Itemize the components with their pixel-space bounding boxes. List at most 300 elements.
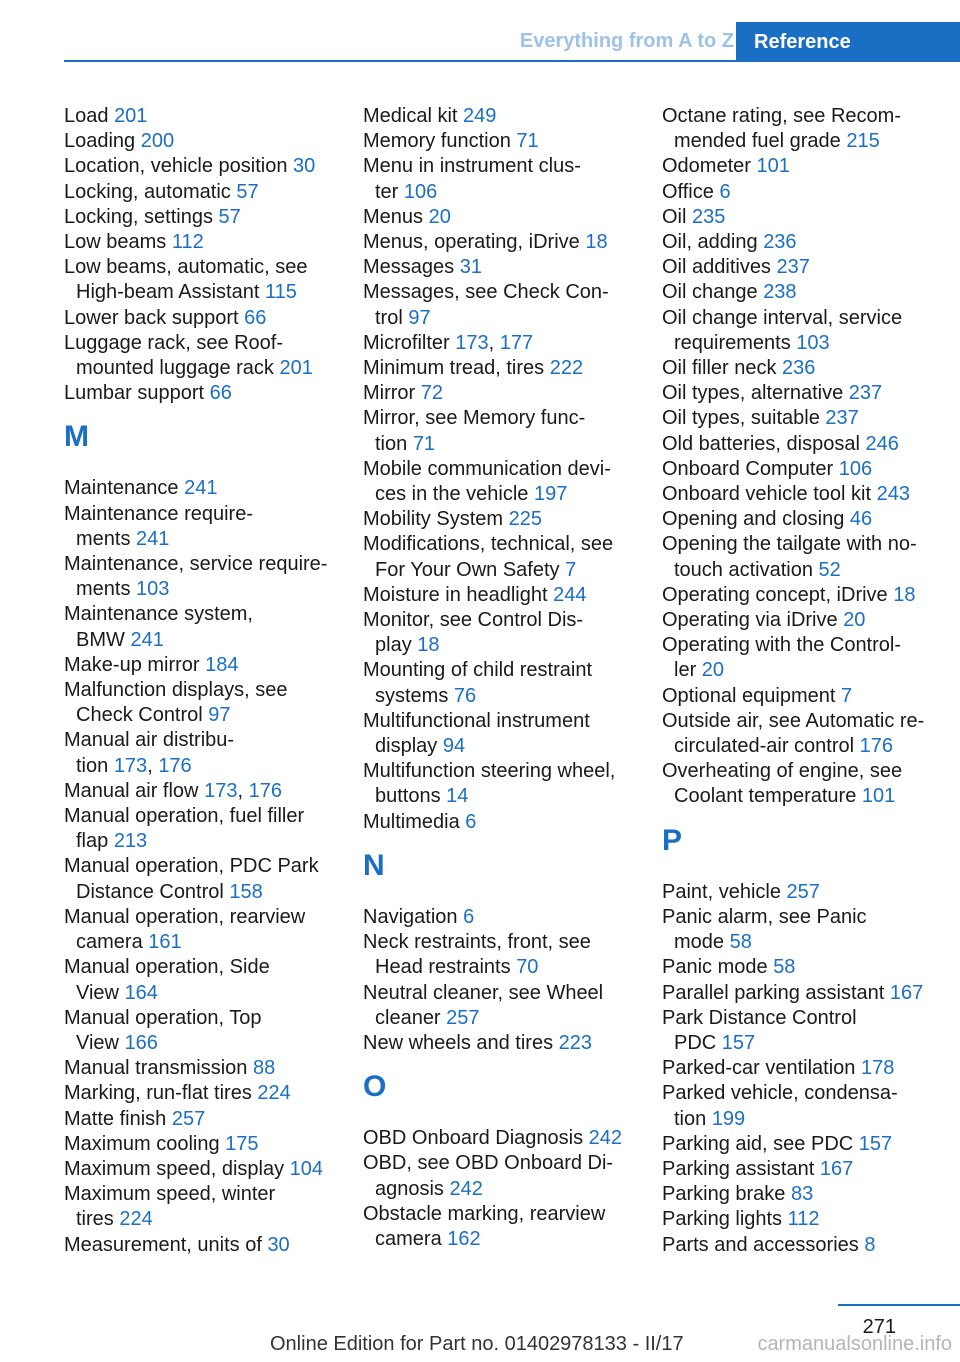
index-entry [64,476,354,501]
index-entry [64,381,354,406]
index-entry [64,1056,354,1081]
index-entry-text: Onboard Computer [662,457,834,480]
index-entry-text: ments [76,527,131,550]
page-reference-link[interactable]: 30 [267,1233,290,1256]
page-reference-link[interactable]: 83 [790,1183,814,1206]
page-reference-link[interactable]: 157 [858,1132,893,1155]
index-entry [662,981,952,1006]
index-entry [662,432,952,457]
index-entry [662,759,952,809]
index-entry [64,804,354,854]
page-reference-link[interactable]: 242 [588,1127,623,1150]
index-entry [662,1157,952,1182]
index-entry [64,104,354,129]
index-entry [662,608,952,633]
page-reference-link[interactable]: 18 [585,231,608,254]
page-reference-link[interactable]: 52 [818,558,841,581]
index-entry-text: Oil [662,205,687,228]
index-entry-text: Outside air, see Automatic re- [662,709,925,732]
page-reference-link[interactable]: 173 [113,754,148,777]
index-entry-text: Luggage rack, see Roof- [64,331,284,354]
index-entry-text: Marking, run-flat tires [64,1082,252,1105]
index-entry-text: cleaner [375,1006,441,1029]
index-entry [363,129,653,154]
index-entry-text: Octane rating, see Recom- [662,105,901,127]
page-reference-link[interactable]: 177 [499,331,534,354]
index-entry-text: Menus, operating, iDrive [363,231,580,254]
index-entry-text: Overheating of engine, see [662,760,903,783]
index-entry-text: Moisture in headlight [363,583,548,606]
page-reference-link[interactable]: 241 [184,477,218,500]
index-entry [662,457,952,482]
index-entry-text: Loading [64,130,136,153]
page-reference-link[interactable]: 201 [279,357,313,380]
index-entry-text: Multifunctional instrument [363,709,590,732]
page-reference-link[interactable]: 106 [403,180,438,203]
index-entry [662,205,952,230]
page-reference-link[interactable]: 184 [205,653,239,676]
page-reference-link[interactable]: 257 [446,1006,480,1029]
page-reference-link[interactable]: 173 [204,779,238,802]
page-reference-link[interactable]: 223 [558,1031,593,1054]
page-reference-link[interactable]: 58 [729,931,752,954]
page-reference-link[interactable]: 243 [876,483,910,506]
page-reference-link[interactable]: 257 [171,1107,206,1130]
index-entry [662,482,952,507]
index-entry-text: Oil change interval, service [662,306,903,329]
page-reference-link[interactable]: 18 [893,583,916,606]
page-reference-link[interactable]: 238 [763,281,797,304]
index-entry-text: Parked-car ventilation [662,1057,856,1080]
index-entry-text: Matte finish [64,1107,167,1130]
index-entry-text: Odometer [662,155,751,178]
index-entry-text: Oil types, alternative [662,382,844,405]
page-reference-link[interactable]: 241 [130,628,164,651]
index-entry-text: ments [76,578,131,601]
index-entry-text: Manual operation, Side [64,956,270,979]
index-entry [64,1107,354,1132]
index-entry-text: Location, vehicle position [64,155,288,178]
index-entry-text: Coolant temperature [674,785,857,808]
index-entry-text: Monitor, see Control Dis- [363,609,584,632]
index-entry-text: Maximum cooling [64,1132,220,1155]
page-reference-link[interactable]: 106 [838,457,873,480]
index-entry-text: Lumbar support [64,382,205,405]
index-entry-text: Parking aid, see PDC [662,1132,854,1155]
page-reference-link[interactable]: 57 [218,205,241,228]
index-entry [64,306,354,331]
page-header [0,0,960,62]
index-entry-text: Lower back support [64,306,239,329]
page-reference-link[interactable]: 167 [889,981,924,1004]
index-entry-text: Manual operation, Top [64,1006,262,1029]
index-entry-text: requirements [674,331,791,354]
index-entry-text: Opening the tailgate with no- [662,533,917,556]
index-entry-text: Office [662,180,714,203]
index-entry [64,154,354,179]
index-entry [64,653,354,678]
index-entry [363,255,653,280]
index-entry-text: Memory function [363,130,511,153]
index-entry-text: OBD, see OBD Onboard Di- [363,1152,614,1175]
index-entry-text: display [375,735,438,758]
page-reference-link[interactable]: 213 [113,830,148,853]
page-reference-link[interactable]: 20 [701,659,725,682]
index-entry [363,406,653,456]
index-entry-text: Mobility System [363,508,504,531]
index-entry [363,154,653,204]
index-entry [363,1202,653,1252]
index-entry-text: Maintenance require- [64,502,253,525]
page-reference-link[interactable]: 157 [721,1031,756,1054]
index-entry-text: mounted luggage rack [76,357,274,380]
index-entry [363,205,653,230]
index-entry [662,1132,952,1157]
index-entry-text: Modifications, technical, see [363,533,614,556]
index-entry [64,230,354,255]
page-reference-link[interactable]: 246 [865,432,899,455]
index-entry [363,658,653,708]
index-entry [662,381,952,406]
page-reference-link[interactable]: 18 [417,634,440,657]
index-entry-text: Panic alarm, see Panic [662,905,867,928]
index-column-1 [64,104,354,1258]
page-reference-link[interactable]: 167 [819,1157,854,1180]
page-reference-link[interactable]: 237 [825,407,859,430]
index-entry-text: Microfilter [363,331,450,354]
page-reference-link[interactable]: 30 [293,155,316,178]
index-entry-text: Low beams, automatic, see [64,256,308,279]
index-entry [64,1132,354,1157]
index-entry-text: Parts and accessories [662,1233,859,1256]
index-column-2 [363,104,653,1252]
index-entry [662,406,952,431]
page-reference-link[interactable]: 244 [553,583,587,606]
page-reference-link[interactable]: 175 [225,1132,259,1155]
page-reference-link[interactable]: 241 [136,527,170,550]
page-reference-link[interactable]: 101 [861,785,896,808]
page-reference-link[interactable]: 71 [412,432,436,455]
page-reference-link[interactable]: 176 [859,735,894,758]
page-reference-link[interactable]: 76 [453,684,477,707]
page-reference-link[interactable]: 72 [420,382,444,405]
page-reference-link[interactable]: 197 [533,483,568,506]
index-entry [662,180,952,205]
index-entry-text: Panic mode [662,956,768,979]
header-rule [64,60,960,62]
index-letter-heading: N [363,848,385,882]
page-reference-link[interactable]: 103 [136,578,170,601]
index-entry-text: camera [375,1227,442,1250]
index-entry-text: flap [76,830,109,853]
index-entry-text: Head restraints [375,956,511,979]
index-entry [662,230,952,255]
page-reference-link[interactable]: 178 [861,1057,895,1080]
page-reference-link[interactable]: 57 [236,180,259,203]
page-reference-link[interactable]: 173 [455,331,489,354]
index-entry-text: tion [76,754,109,777]
page-reference-link[interactable]: 97 [208,704,231,727]
index-entry [363,759,653,809]
index-entry-text: Parking lights [662,1208,783,1231]
index-letter-heading: P [662,823,683,857]
page-reference-link[interactable]: 94 [442,735,466,758]
index-entry-text: systems [375,684,449,707]
page-reference-link[interactable]: 176 [248,779,282,802]
index-entry-text: Operating via iDrive [662,609,838,632]
index-entry-text: Operating concept, iDrive [662,583,888,606]
page-reference-link[interactable]: 236 [782,357,816,380]
index-entry [64,1006,354,1056]
index-entry-text: Manual operation, rearview [64,905,306,928]
index-entry-text: Oil additives [662,256,771,279]
index-entry [662,104,952,154]
page-reference-link[interactable]: 225 [508,508,542,531]
index-entry-text: Oil filler neck [662,357,777,380]
index-entry [64,905,354,955]
page-reference-link[interactable]: 70 [516,956,539,979]
index-entry-text: Mobile communication devi- [363,457,611,480]
index-entry-text: Locking, automatic [64,180,231,203]
index-entry [64,854,354,904]
page-reference-link[interactable]: 20 [428,205,451,228]
index-entry-text: Load [64,105,109,127]
index-entry [363,905,653,930]
page-reference-link[interactable]: 215 [846,130,880,153]
page-reference-link[interactable]: 162 [447,1227,481,1250]
index-entry-text: Maintenance [64,477,179,500]
index-entry [363,104,653,129]
index-entry [662,709,952,759]
index-entry-text: Messages, see Check Con- [363,281,609,304]
index-entry [363,608,653,658]
footer-rule [838,1304,960,1306]
index-entry-text: Opening and closing [662,508,845,531]
page-reference-link[interactable]: 71 [516,130,539,153]
page-reference-link[interactable]: 88 [252,1057,276,1080]
index-entry-text: Locking, settings [64,205,213,228]
page-reference-link[interactable]: 166 [124,1031,158,1054]
index-entry-text: Manual air flow [64,779,199,802]
index-entry-text: Measurement, units of [64,1233,262,1256]
page-reference-link[interactable]: 6 [719,180,731,203]
index-entry [363,381,653,406]
index-entry-text: View [76,1031,119,1054]
page-reference-link[interactable]: 222 [549,357,584,380]
page-reference-link[interactable]: 7 [841,684,853,707]
index-entry-text: Optional equipment [662,684,836,707]
page-reference-link[interactable]: 224 [119,1208,153,1231]
index-letter-heading: O [363,1070,387,1104]
index-entry-text: Navigation [363,905,458,928]
header-chapter-tab: Reference [736,22,960,62]
index-entry-text: Mirror [363,382,416,405]
index-entry [662,633,952,683]
index-entry [363,507,653,532]
index-entry [64,502,354,552]
index-entry [662,280,952,305]
page-reference-link[interactable]: 201 [114,105,148,127]
page-reference-link[interactable]: 249 [463,105,497,127]
page-reference-link[interactable]: 237 [776,256,810,279]
index-entry [363,981,653,1031]
page-reference-link[interactable]: 242 [449,1177,483,1200]
index-letter-heading: M [64,420,89,454]
index-entry [662,880,952,905]
page-reference-link[interactable]: 20 [843,609,866,632]
page-reference-link[interactable]: 31 [459,256,482,279]
page-reference-link[interactable]: 66 [244,306,267,329]
page-reference-link[interactable]: 158 [229,880,263,903]
index-entry-text: tires [76,1208,114,1231]
page-number: 271 [862,1316,896,1338]
index-entry [662,1182,952,1207]
index-column-3 [662,104,952,1258]
index-entry [662,955,952,980]
index-entry-text: Menu in instrument clus- [363,155,581,178]
index-entry-text: Malfunction displays, see [64,679,288,702]
index-entry-text: Maintenance system, [64,603,253,626]
index-entry-text: Park Distance Control [662,1006,857,1029]
page-reference-link[interactable]: 237 [848,382,883,405]
index-entry-text: Neutral cleaner, see Wheel [363,981,604,1004]
index-entry-text: Multifunction steering wheel, [363,760,616,783]
page-reference-link[interactable]: 104 [289,1157,324,1180]
index-entry-text: play [375,634,412,657]
page-reference-link[interactable]: 164 [124,981,158,1004]
page-reference-link[interactable]: 46 [849,508,873,531]
index-entry-text: Mounting of child restraint [363,659,593,682]
index-entry-text: Make-up mirror [64,653,200,676]
index-entry-text: Mirror, see Memory func- [363,407,586,430]
index-entry-text: Minimum tread, tires [363,357,545,380]
index-entry-text: Multimedia [363,810,460,833]
page-reference-link[interactable]: 58 [773,956,796,979]
page-reference-link[interactable]: 224 [257,1082,291,1105]
index-entry [64,1233,354,1258]
index-entry-text: Neck restraints, front, see [363,931,591,954]
index-entry-text: Messages [363,256,455,279]
page-reference-link[interactable]: 66 [209,382,232,405]
index-entry-text: circulated-air control [674,735,855,758]
index-entry [662,1207,952,1232]
index-entry-text: camera [76,931,143,954]
index-entry [662,684,952,709]
page-reference-link[interactable]: 176 [158,754,192,777]
index-entry [363,280,653,330]
index-entry [64,255,354,305]
page-reference-link[interactable]: 236 [763,231,797,254]
index-entry [662,905,952,955]
index-entry [363,532,653,582]
index-entry-text: View [76,981,119,1004]
page-reference-link[interactable]: 235 [692,205,726,228]
page-reference-link[interactable]: 14 [446,785,469,808]
index-entry-text: tion [674,1107,707,1130]
index-entry-text: Parked vehicle, condensa- [662,1082,898,1105]
index-entry-text: mode [674,931,725,954]
index-entry-text: Oil change [662,281,758,304]
page-reference-link[interactable]: 112 [787,1208,820,1231]
index-entry [64,205,354,230]
index-entry [363,810,653,835]
index-entry [363,709,653,759]
index-entry [662,1233,952,1258]
index-entry-text: Old batteries, disposal [662,432,860,455]
index-entry-text: Distance Control [76,880,224,903]
index-entry [363,1151,653,1201]
page-reference-link[interactable]: 101 [756,155,790,178]
page-reference-link[interactable]: 97 [408,306,431,329]
index-entry-text: Obstacle marking, rearview [363,1202,606,1225]
index-entry [64,1182,354,1232]
index-entry [363,583,653,608]
index-entry [662,532,952,582]
page-reference-link[interactable]: 257 [786,880,820,903]
edition-line: Online Edition for Part no. 01402978133 - II/17 [270,1333,684,1355]
page-reference-link[interactable]: 112 [171,231,204,254]
page-reference-link[interactable]: 8 [864,1233,876,1256]
page-reference-link[interactable]: 7 [565,558,577,581]
index-entry [363,930,653,980]
index-entry [64,331,354,381]
index-entry-text: trol [375,306,403,329]
index-entry [363,1126,653,1151]
index-entry-text: OBD Onboard Diagnosis [363,1127,584,1150]
index-entry: Manual air flow 173, 176 [64,779,282,802]
page-reference-link[interactable]: 115 [264,281,297,304]
index-entry-text: Operating with the Control- [662,634,902,657]
index-entry-text: Maximum speed, display [64,1157,285,1180]
index-entry-text: New wheels and tires [363,1031,554,1054]
index-entry-text: High-beam Assistant [76,281,260,304]
index-entry-text: mended fuel grade [674,130,841,153]
page-reference-link[interactable]: 200 [140,130,175,153]
index-entry-text: ter [375,180,399,203]
index-entry [662,306,952,356]
index-entry-text: Oil types, suitable [662,407,820,430]
page-reference-link[interactable]: 161 [148,931,182,954]
index-entry-text: ces in the vehicle [375,483,529,506]
index-entry-text: Parking assistant [662,1157,815,1180]
index-entry [363,230,653,255]
index-entry: Manual air distribu- tion 173, 176 [64,729,235,777]
index-entry [662,583,952,608]
page-reference-link[interactable]: 6 [465,810,477,833]
index-entry-text: Manual operation, fuel filler [64,805,305,828]
index-entry [662,507,952,532]
index-entry-text: PDC [674,1031,717,1054]
header-section-title: Everything from A to Z [519,30,734,52]
index-entry [662,154,952,179]
index-entry-text: Check Control [76,704,203,727]
index-entry-text: Maximum speed, winter [64,1183,276,1206]
index-entry-text: Medical kit [363,105,458,127]
index-entry [64,678,354,728]
index-entry [64,602,354,652]
index-entry-text: ler [674,659,697,682]
index-entry-text: Manual operation, PDC Park [64,855,319,878]
index-entry [662,255,952,280]
index-entry [64,552,354,602]
index-entry [662,1081,952,1131]
page-reference-link[interactable]: 103 [796,331,830,354]
page-reference-link[interactable]: 199 [711,1107,746,1130]
index-entry: Microfilter 173, 177 [363,331,534,354]
index-entry-text: Paint, vehicle [662,880,781,903]
index-entry-text: Menus [363,205,424,228]
page-reference-link[interactable]: 6 [463,905,475,928]
